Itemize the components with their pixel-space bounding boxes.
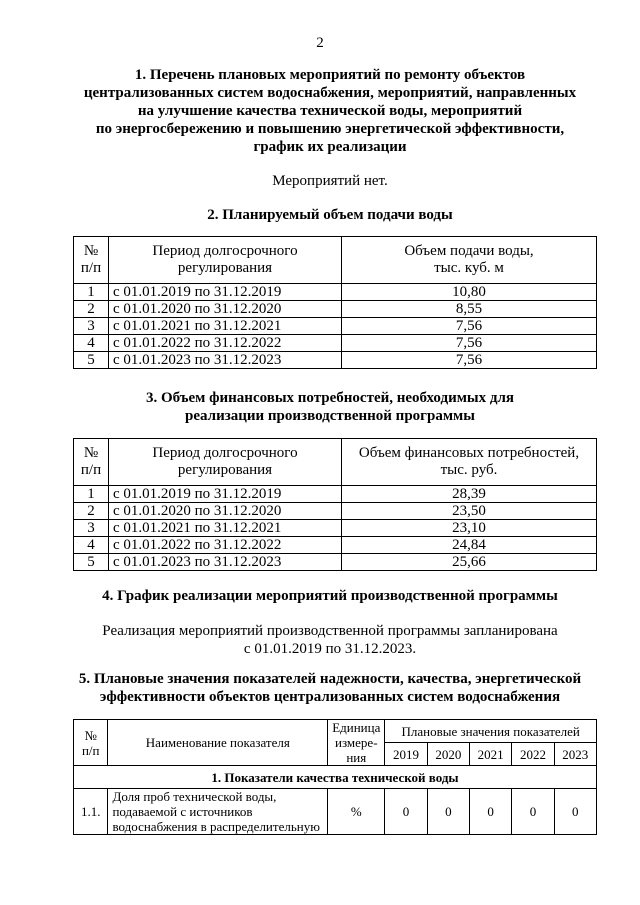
year-2021: 2021: [469, 743, 511, 766]
section1-title-line: 1. Перечень плановых мероприятий по ремонту объектов: [134, 67, 526, 83]
col-name-header: Наименование показателя: [108, 720, 328, 766]
col-num-header: № п/п: [74, 720, 108, 766]
water-supply-table: [73, 236, 597, 369]
col-period-header: Период долгосрочного регулирования: [109, 237, 342, 284]
table-row: 4 с 01.01.2022 по 31.12.2022 7,56: [74, 335, 597, 352]
section3-title-line: 3. Объем финансовых потребностей, необходимых для: [145, 390, 515, 406]
table-row: 4 с 01.01.2022 по 31.12.2022 24,84: [74, 537, 597, 554]
table-row: 1 с 01.01.2019 по 31.12.2019 10,80: [74, 284, 597, 301]
year-2023: 2023: [554, 743, 596, 766]
col-value-header: Объем подачи воды, тыс. куб. м: [342, 237, 597, 284]
table-header-row: [74, 720, 597, 743]
year-2022: 2022: [512, 743, 554, 766]
col-num-header: № п/п: [74, 237, 109, 284]
section4-text: [60, 622, 600, 658]
table-row: 2 с 01.01.2020 по 31.12.2020 8,55: [74, 301, 597, 318]
table-row: 3 с 01.01.2021 по 31.12.2021 7,56: [74, 318, 597, 335]
table-row: 1 с 01.01.2019 по 31.12.2019 28,39: [74, 486, 597, 503]
col-unit-header: Единица измере- ния: [328, 720, 385, 766]
section5-title-line: эффективности объектов централизованных систем водоснабжения: [99, 689, 561, 705]
financial-needs-table: [73, 438, 597, 571]
table-header-row: [74, 439, 597, 486]
table-row: 5 с 01.01.2023 по 31.12.2023 25,66: [74, 554, 597, 571]
table-header-row: [74, 237, 597, 284]
section4-title: 4. График реализации мероприятий производственной программы: [102, 588, 558, 604]
table-row: 2 с 01.01.2020 по 31.12.2020 23,50: [74, 503, 597, 520]
table-row: 5 с 01.01.2023 по 31.12.2023 7,56: [74, 352, 597, 369]
section1-title-line: по энергосбережению и повышению энергетической эффективности,: [95, 121, 565, 137]
col-value-header: Объем финансовых потребностей, тыс. руб.: [342, 439, 597, 486]
col-num-header: № п/п: [74, 439, 109, 486]
year-2020: 2020: [427, 743, 469, 766]
section2-title: 2. Планируемый объем подачи воды: [207, 207, 453, 223]
section3-title: [60, 389, 600, 425]
indicator-name: Доля проб технической воды, подаваемой с источников водоснабжения в распределительную: [108, 789, 328, 835]
subsection-row: [74, 766, 597, 789]
section1-text: Мероприятий нет.: [272, 173, 388, 189]
indicators-table: [73, 719, 597, 835]
section3-title-line: реализации производственной программы: [185, 408, 475, 424]
section1-title-line: на улучшение качества технической воды, мероприятий: [137, 103, 523, 119]
section1-title-line: централизованных систем водоснабжения, мероприятий, направленных: [83, 85, 577, 101]
section5-title-line: 5. Плановые значения показателей надежности, качества, энергетической: [78, 671, 582, 687]
section1-title-line: график их реализации: [253, 139, 407, 155]
page-number: 2: [316, 35, 324, 51]
col-period-header: Период долгосрочного регулирования: [109, 439, 342, 486]
year-2019: 2019: [385, 743, 427, 766]
table-row: 3 с 01.01.2021 по 31.12.2021 23,10: [74, 520, 597, 537]
col-plan-header: Плановые значения показателей: [385, 720, 597, 743]
section4-text-line: Реализация мероприятий производственной программы запланирована: [102, 623, 558, 639]
section5-title: [40, 670, 620, 706]
section4-text-line: с 01.01.2019 по 31.12.2023.: [243, 641, 417, 657]
section1-title: [60, 66, 600, 156]
table-row: 1.1. Доля проб технической воды, подаваемой с источников водоснабжения в распределительную % 0 0 0 0 0: [74, 789, 597, 835]
subsection-title: 1. Показатели качества технической воды: [74, 766, 597, 789]
